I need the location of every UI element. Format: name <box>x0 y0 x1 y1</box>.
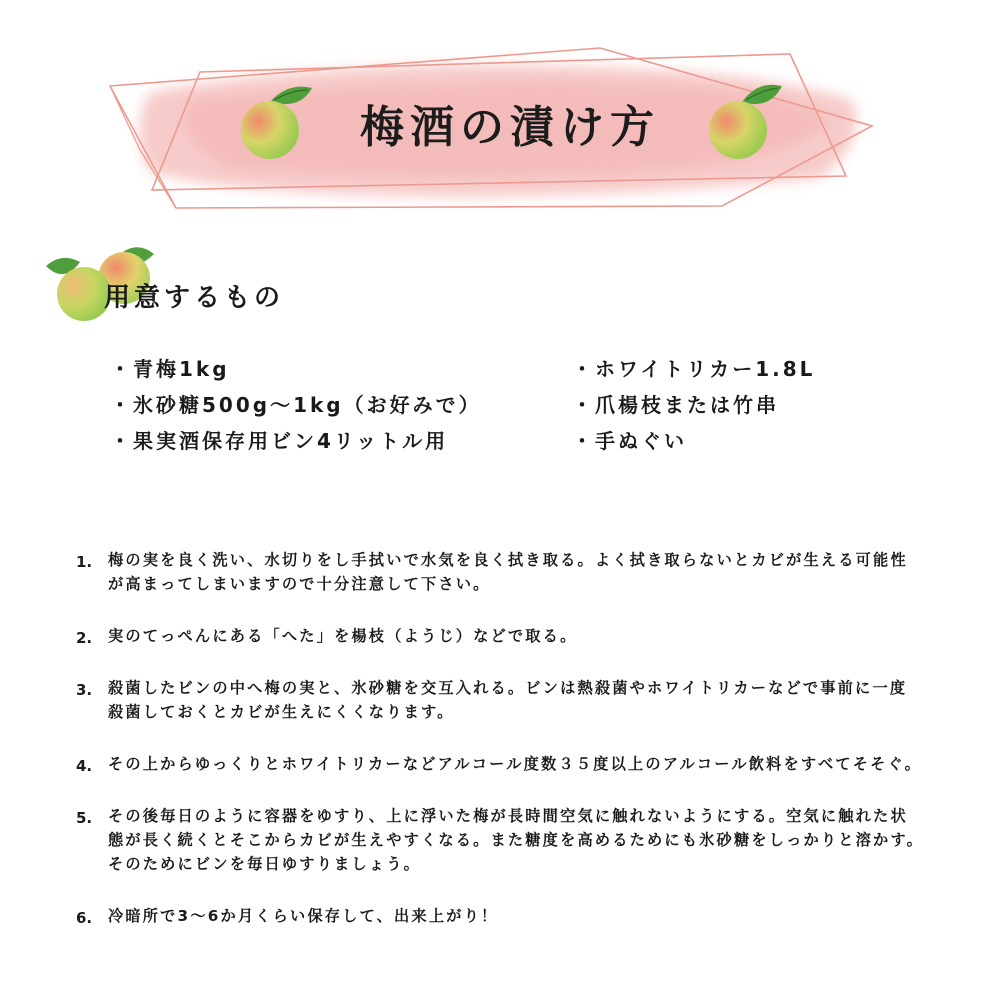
list-item: ・果実酒保存用ビン4リットル用 <box>110 429 449 453</box>
list-item: ・青梅1kg <box>110 357 230 381</box>
step-number: 6. <box>76 909 93 927</box>
list-item: ・爪楊枝または竹串 <box>572 393 779 417</box>
step-text: 冷暗所で3～6か月くらい保存して、出来上がり！ <box>108 907 499 925</box>
ume-plum-icon <box>702 80 786 164</box>
list-item: ・ホワイトリカー1.8L <box>572 357 816 381</box>
step-text: その後毎日のように容器をゆすり、上に浮いた梅が長時間空気に触れないようにする。空気に触れた状態が長く続くとそこからカビが生えやすくなる。また糖度を高めるためにも氷砂糖をしっかりと溶かす。そのためにビンを毎日ゆすりましょう。 <box>108 807 924 873</box>
step-number: 1. <box>76 553 93 571</box>
step-item <box>76 676 926 724</box>
list-item: ・手ぬぐい <box>572 429 687 453</box>
step-item <box>76 804 926 876</box>
step-item <box>76 548 926 596</box>
step-text: 殺菌したビンの中へ梅の実と、氷砂糖を交互入れる。ビンは熱殺菌やホワイトリカーなどで事前に一度殺菌しておくとカビが生えにくくなります。 <box>108 679 908 721</box>
ume-plum-icon <box>236 80 320 164</box>
steps-list <box>76 548 926 928</box>
list-item: ・氷砂糖500g～1kg（お好みで） <box>110 393 482 417</box>
page-title: 梅酒の漬け方 <box>360 102 660 153</box>
step-item <box>76 624 926 648</box>
materials-heading: 用意するもの <box>104 283 285 313</box>
step-number: 4. <box>76 757 93 775</box>
step-item <box>76 752 926 776</box>
materials-list-left <box>110 352 482 460</box>
step-text: 実のてっぺんにある「へた」を楊枝（ようじ）などで取る。 <box>108 627 578 645</box>
title-banner <box>0 0 1000 240</box>
step-number: 5. <box>76 809 93 827</box>
step-text: その上からゆっくりとホワイトリカーなどアルコール度数３５度以上のアルコール飲料をすべてそそぐ。 <box>108 755 923 773</box>
step-text: 梅の実を良く洗い、水切りをし手拭いで水気を良く拭き取る。よく拭き取らないとカビが生える可能性が高まってしまいますので十分注意して下さい。 <box>108 551 908 593</box>
step-item <box>76 904 926 928</box>
step-number: 3. <box>76 681 93 699</box>
materials-list-right <box>572 352 815 460</box>
step-number: 2. <box>76 629 93 647</box>
